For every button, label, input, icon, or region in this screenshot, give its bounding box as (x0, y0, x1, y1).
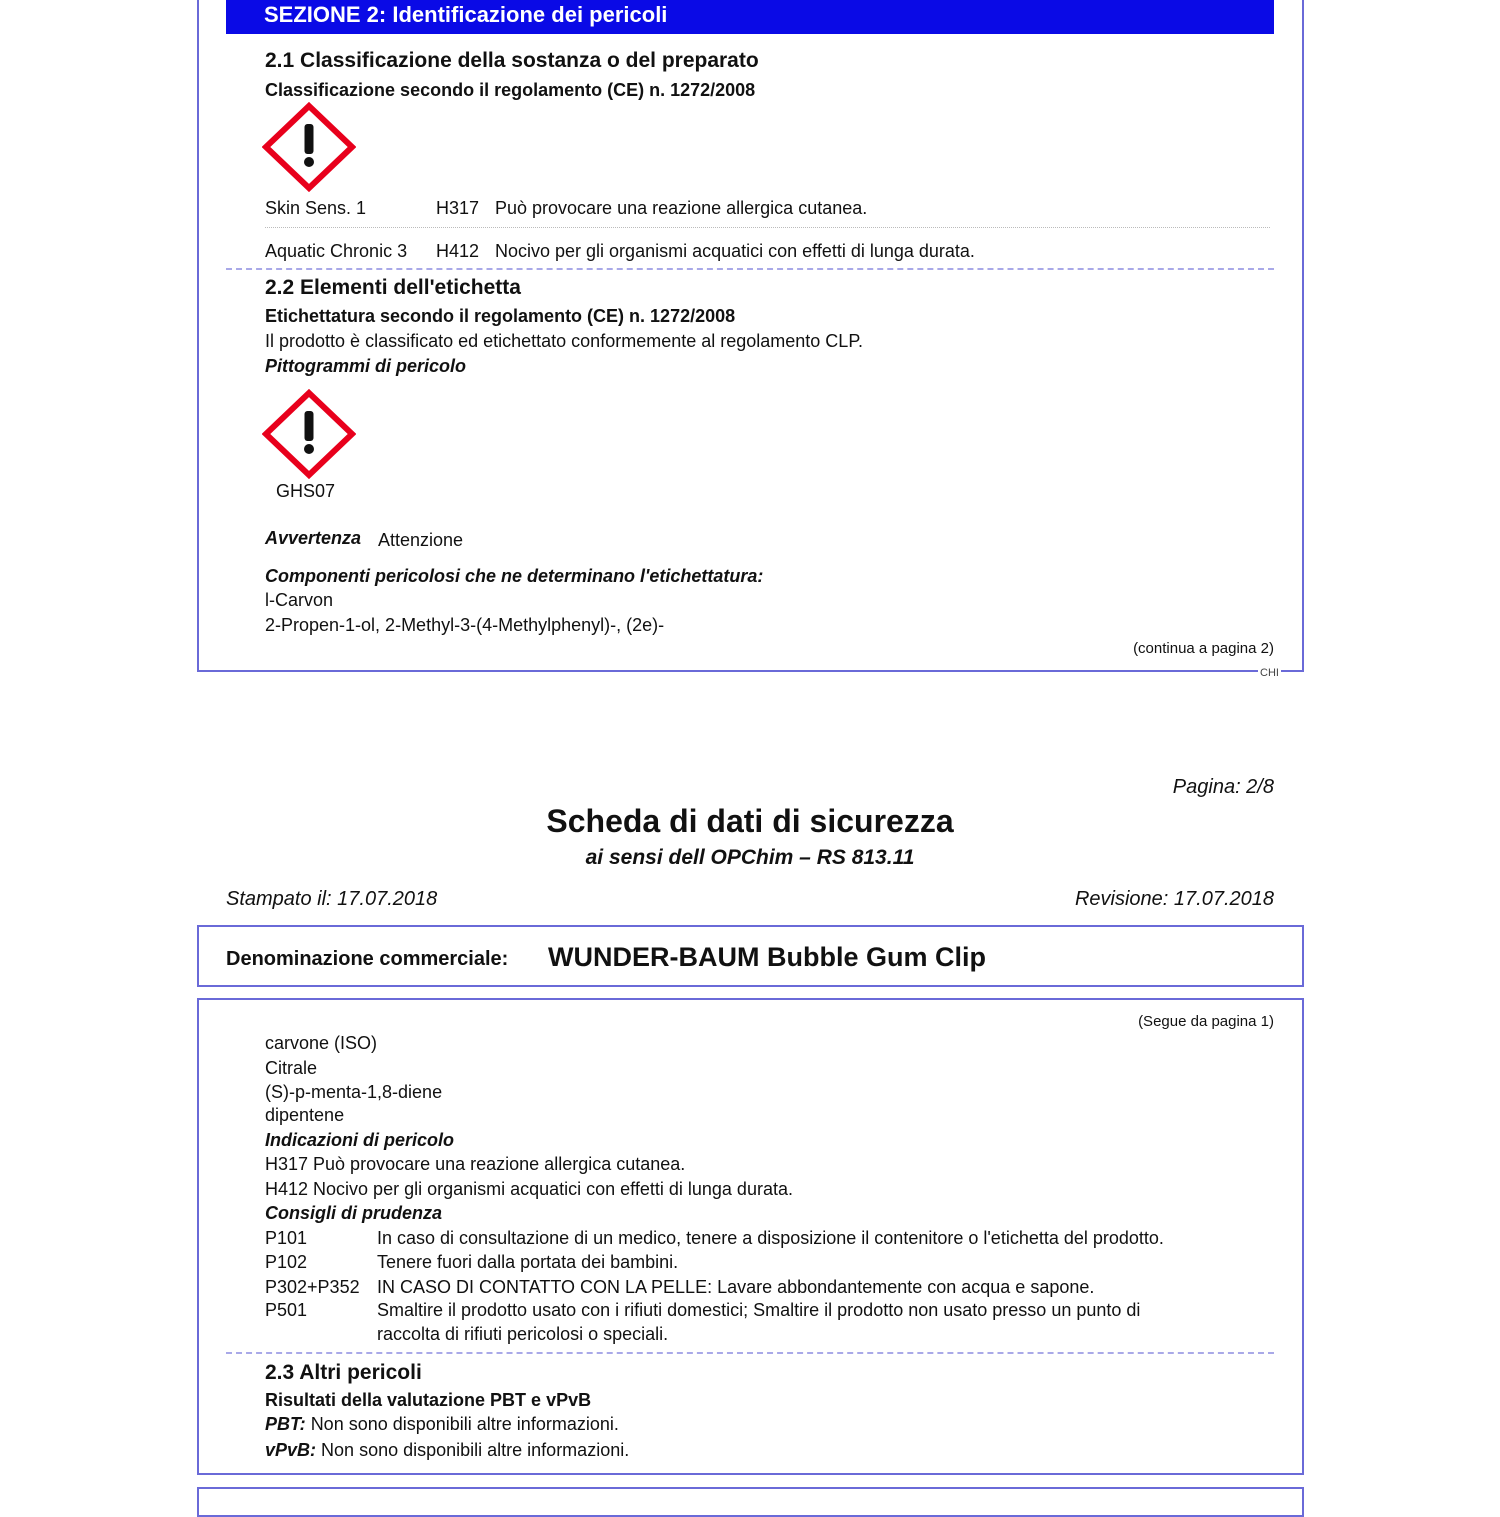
component-item: carvone (ISO) (265, 1033, 378, 1053)
precaution-code: P102 (265, 1252, 308, 1272)
hazard-statement: H412 Nocivo per gli organismi acquatici con effetti di lunga durata. (265, 1179, 793, 1199)
footer-code: CHI (1258, 662, 1281, 684)
next-section-frame (197, 1487, 1304, 1517)
section-header: SEZIONE 2: Identificazione dei pericoli (226, 0, 1274, 34)
exclamation-mark-diamond-icon (262, 102, 356, 192)
section-divider (226, 268, 1274, 270)
s21-subtitle: Classificazione secondo il regolamento (CE) n. 1272/2008 (265, 80, 756, 100)
page-title: Scheda di dati di sicurezza (546, 803, 954, 839)
precaution-text: Smaltire il prodotto usato con i rifiuti domestici; Smaltire il prodotto non usato presso un punto di (377, 1300, 1141, 1320)
classification-code: H317 (436, 198, 480, 218)
printed-date: Stampato il: 17.07.2018 (226, 888, 438, 910)
pbt-value: Non sono disponibili altre informazioni. (310, 1414, 619, 1434)
s22-title: 2.2 Elementi dell'etichetta (265, 276, 521, 299)
section-divider (226, 1352, 1274, 1354)
precaution-code: P501 (265, 1300, 308, 1320)
row-divider (265, 227, 1270, 228)
hazard-label: Indicazioni di pericolo (265, 1130, 455, 1150)
precaution-label: Consigli di prudenza (265, 1203, 443, 1223)
revision-date: Revisione: 17.07.2018 (1074, 888, 1274, 910)
page-number: Pagina: 2/8 (1172, 776, 1274, 798)
vpvb-label: vPvB: (265, 1440, 317, 1460)
component-item: (S)-p-menta-1,8-diene (265, 1082, 443, 1102)
component-item: Citrale (265, 1058, 318, 1078)
continue-note: (continua a pagina 2) (1133, 640, 1274, 657)
trade-name-label: Denominazione commerciale: (226, 948, 509, 970)
precaution-text-continued: raccolta di rifiuti pericolosi o speciali. (377, 1324, 669, 1344)
warning-label: Avvertenza (265, 528, 362, 548)
pictograms-label: Pittogrammi di pericolo (265, 356, 467, 376)
vpvb-value: Non sono disponibili altre informazioni. (321, 1440, 630, 1460)
s22-subtitle: Etichettatura secondo il regolamento (CE) n. 1272/2008 (265, 306, 736, 326)
hazard-statement: H317 Può provocare una reazione allergica cutanea. (265, 1154, 686, 1174)
classification-class: Aquatic Chronic 3 (265, 241, 408, 261)
component-item: l-Carvon (265, 590, 334, 610)
s21-title: 2.1 Classificazione della sostanza o del preparato (265, 49, 759, 72)
precaution-code: P101 (265, 1228, 308, 1248)
exclamation-mark-diamond-icon (262, 389, 356, 479)
pbt-label: PBT: (265, 1414, 306, 1434)
classification-code: H412 (436, 241, 480, 261)
warning-value: Attenzione (378, 530, 464, 550)
s23-subtitle: Risultati della valutazione PBT e vPvB (265, 1390, 592, 1410)
classification-text: Nocivo per gli organismi acquatici con effetti di lunga durata. (495, 241, 975, 261)
component-item: dipentene (265, 1105, 345, 1125)
follows-note: (Segue da pagina 1) (1138, 1013, 1274, 1030)
components-label: Componenti pericolosi che ne determinano l'etichettatura: (265, 566, 764, 586)
trade-name: WUNDER-BAUM Bubble Gum Clip (548, 942, 986, 972)
pictogram-code: GHS07 (276, 481, 336, 501)
vpvb-line (265, 1439, 629, 1461)
precaution-text: Tenere fuori dalla portata dei bambini. (377, 1252, 679, 1272)
s22-text: Il prodotto è classificato ed etichettato conformemente al regolamento CLP. (265, 331, 864, 351)
pbt-line (265, 1413, 619, 1435)
precaution-text: IN CASO DI CONTATTO CON LA PELLE: Lavare abbondantemente con acqua e sapone. (377, 1277, 1095, 1297)
component-item: 2-Propen-1-ol, 2-Methyl-3-(4-Methylphenyl)-, (2e)- (265, 615, 665, 635)
s23-title: 2.3 Altri pericoli (265, 1361, 422, 1384)
precaution-text: In caso di consultazione di un medico, tenere a disposizione il contenitore o l'etichetta del prodotto. (377, 1228, 1164, 1248)
page-subtitle: ai sensi dell OPChim – RS 813.11 (585, 846, 915, 869)
precaution-code: P302+P352 (265, 1277, 360, 1297)
classification-text: Può provocare una reazione allergica cutanea. (495, 198, 868, 218)
classification-class: Skin Sens. 1 (265, 198, 367, 218)
